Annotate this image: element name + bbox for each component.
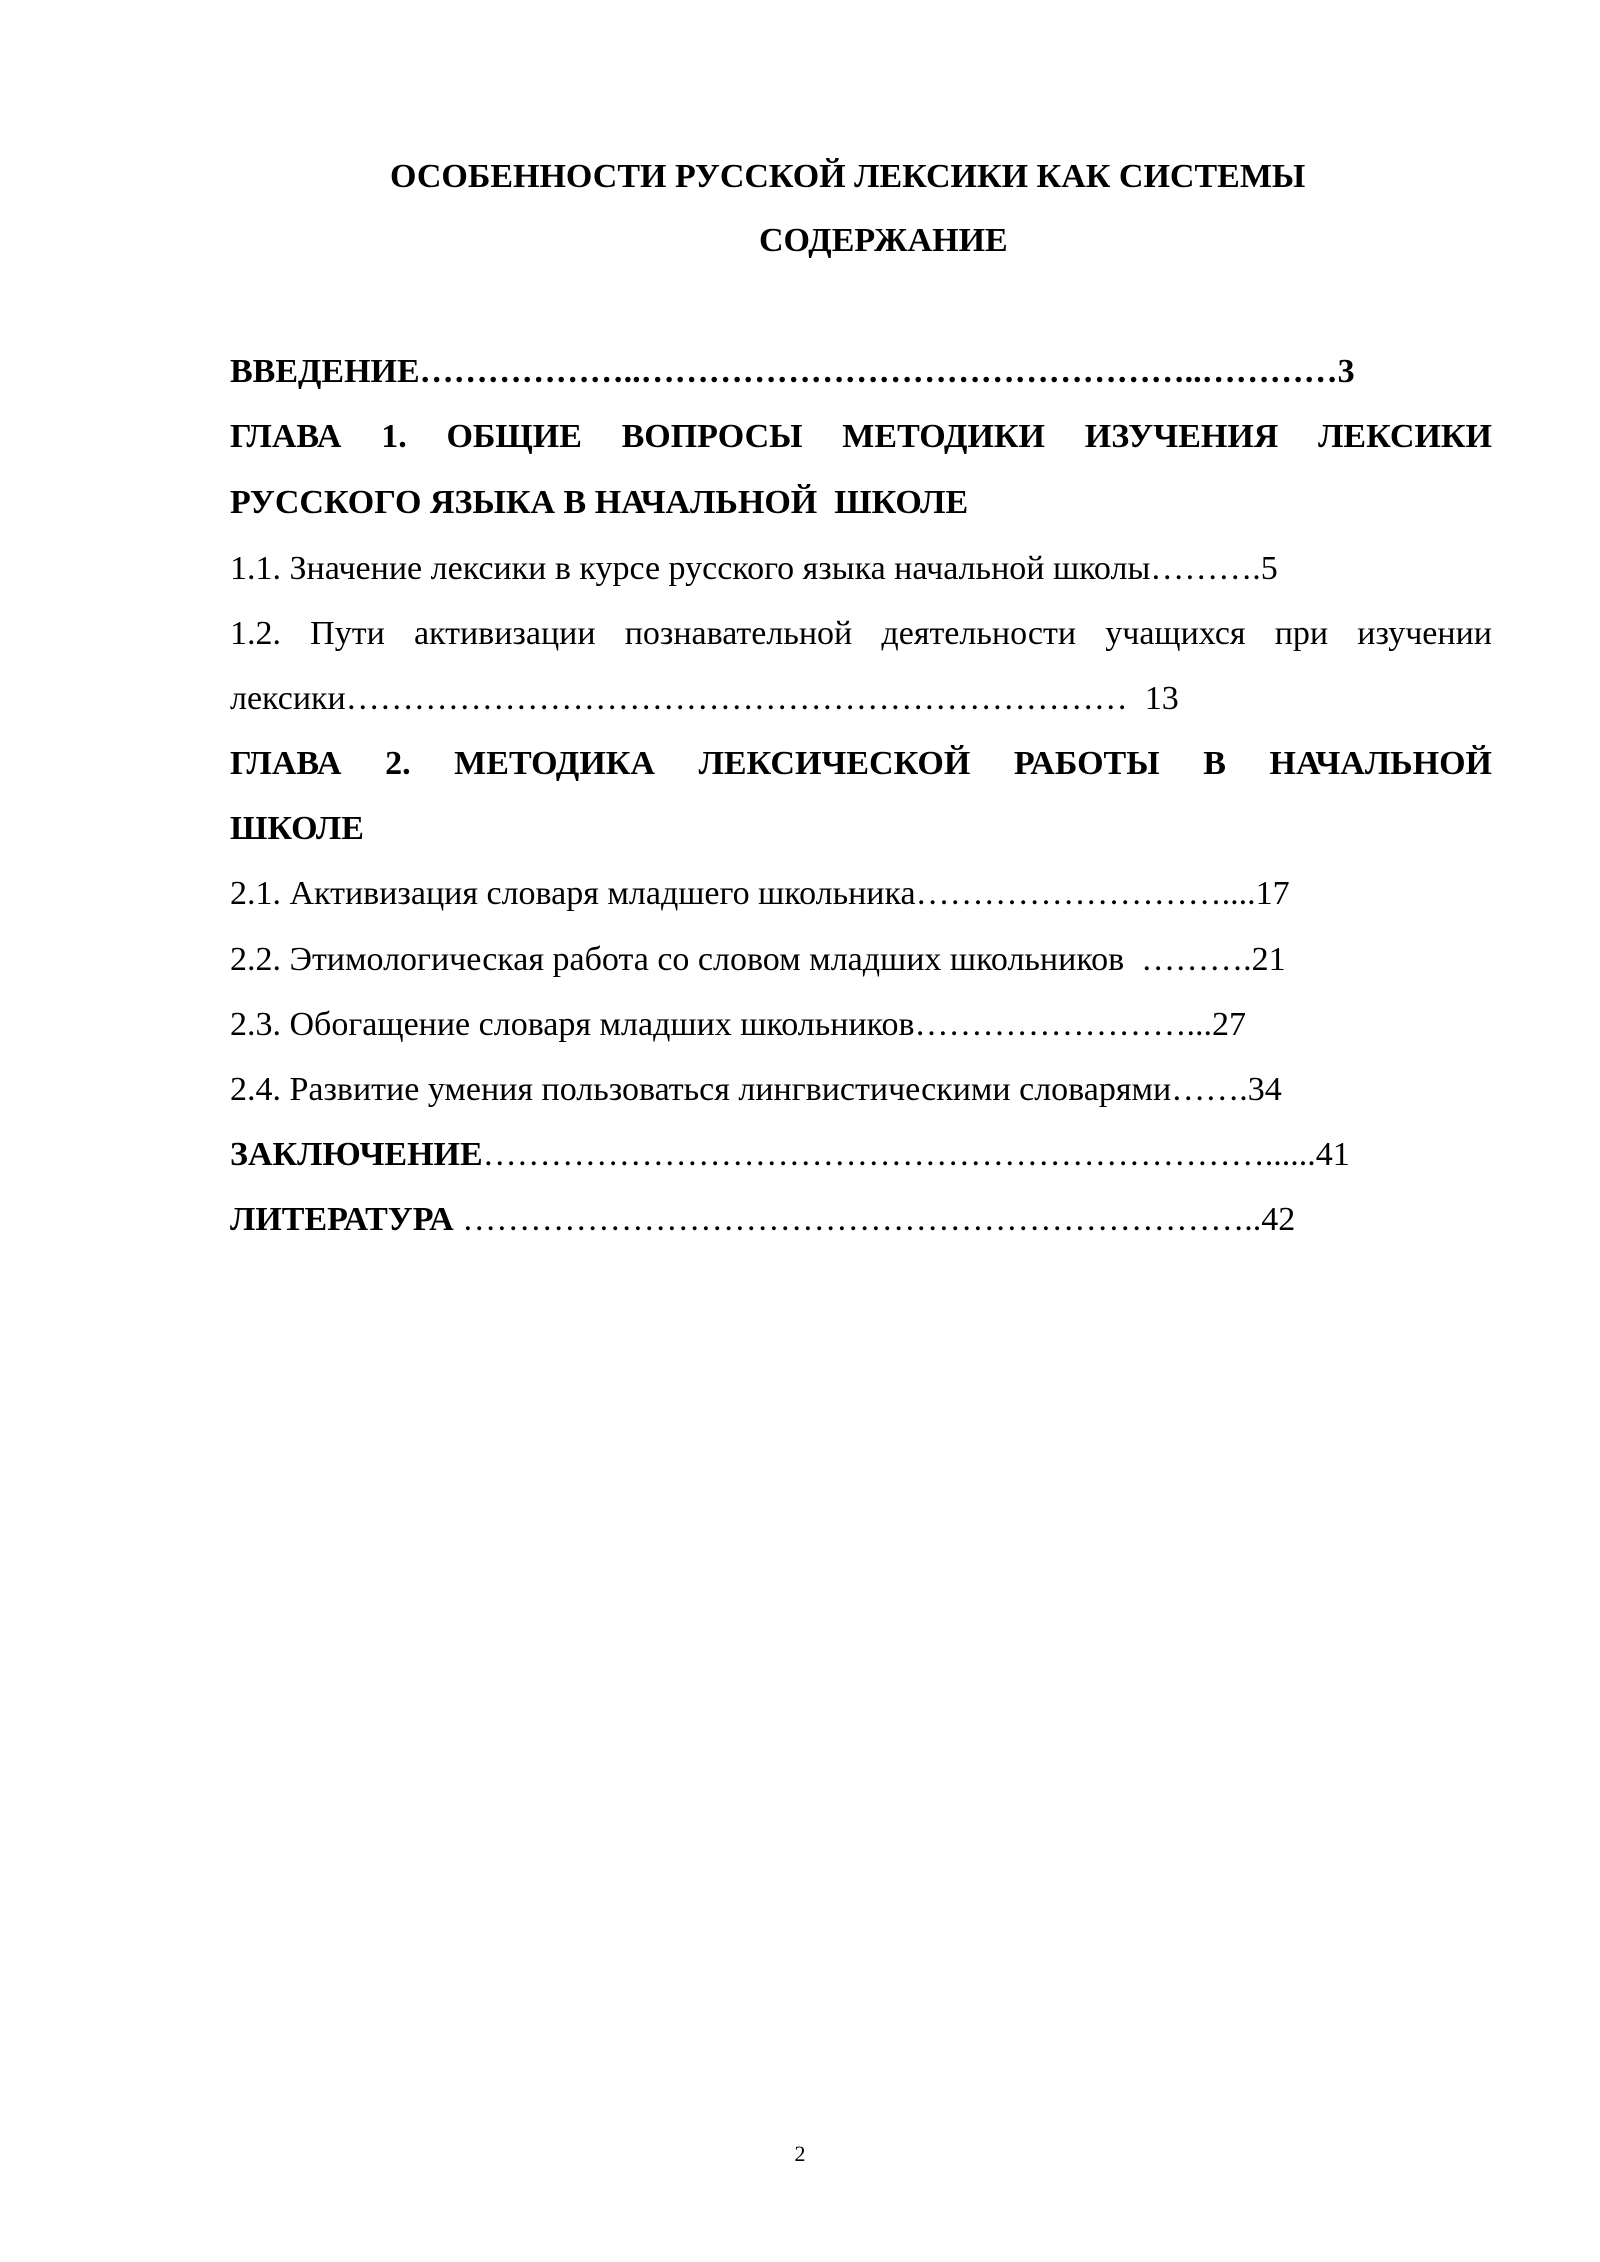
document-title: ОСОБЕННОСТИ РУССКОЙ ЛЕКСИКИ КАК СИСТЕМЫ (390, 158, 1306, 195)
toc-item-chapter1-cont: РУССКОГО ЯЗЫКА В НАЧАЛЬНОЙ ШКОЛЕ (230, 484, 969, 521)
toc-item-conclusion-label: ЗАКЛЮЧЕНИЕ (230, 1136, 483, 1173)
toc-item-literature-leader: ……………………………………………………………..42 (453, 1201, 1296, 1238)
toc-item-literature-label: ЛИТЕРАТУРА (230, 1201, 454, 1238)
toc-item-conclusion-leader: ……………………………………………………………......41 (482, 1136, 1350, 1173)
toc-item-2-4: 2.4. Развитие умения пользоваться лингвистическими словарями…….34 (230, 1071, 1282, 1108)
toc-item-chapter2-cont: ШКОЛЕ (230, 810, 364, 847)
toc-item-1-1: 1.1. Значение лексики в курсе русского языка начальной школы……….5 (230, 550, 1278, 587)
page-number: 2 (794, 2141, 806, 2166)
toc-item-conclusion (230, 1135, 1350, 1175)
toc-item-chapter1: ГЛАВА 1. ОБЩИЕ ВОПРОСЫ МЕТОДИКИ ИЗУЧЕНИЯ ЛЕКСИКИ (230, 418, 1492, 455)
toc-item-2-1: 2.1. Активизация словаря младшего школьника………………………....17 (230, 875, 1290, 912)
toc-item-1-2: 1.2. Пути активизации познавательной деятельности учащихся при изучении (230, 615, 1492, 652)
toc-heading: СОДЕРЖАНИЕ (759, 222, 1008, 259)
toc-item-literature (230, 1200, 1295, 1240)
toc-item-2-2: 2.2. Этимологическая работа со словом младших школьников ……….21 (230, 941, 1286, 978)
toc-item-intro: ВВЕДЕНИЕ………………..…………………………………………..…………3 (230, 353, 1355, 390)
toc-item-2-3: 2.3. Обогащение словаря младших школьников……………………...27 (230, 1006, 1247, 1043)
toc-item-chapter2: ГЛАВА 2. МЕТОДИКА ЛЕКСИЧЕСКОЙ РАБОТЫ В НАЧАЛЬНОЙ (230, 745, 1492, 782)
toc-item-1-2-cont: лексики…………………………………………………………… 13 (230, 680, 1179, 717)
